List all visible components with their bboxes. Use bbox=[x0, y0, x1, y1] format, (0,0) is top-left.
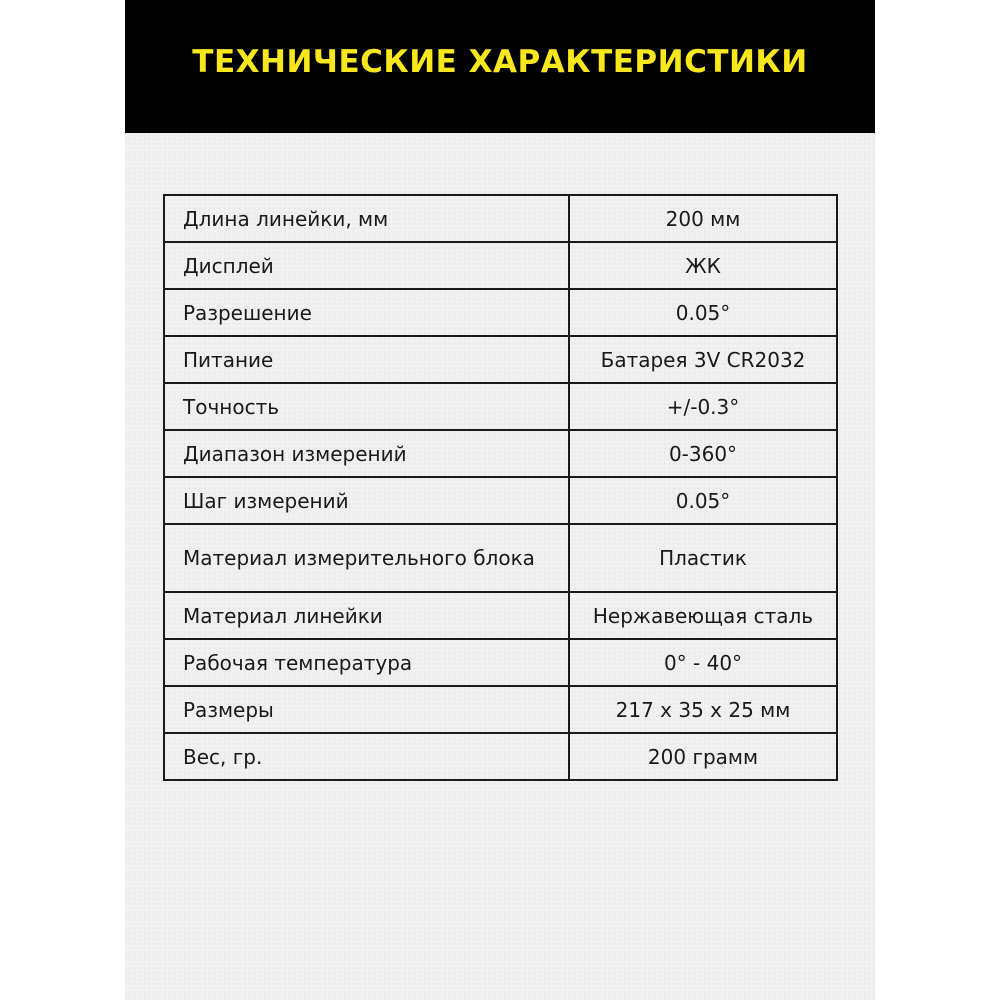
spec-sheet bbox=[125, 0, 875, 1000]
spec-value: 0-360° bbox=[569, 430, 837, 477]
spec-label: Точность bbox=[164, 383, 569, 430]
spec-value: +/-0.3° bbox=[569, 383, 837, 430]
spec-value: 200 грамм bbox=[569, 733, 837, 780]
table-row bbox=[164, 639, 837, 686]
spec-label: Рабочая температура bbox=[164, 639, 569, 686]
spec-label: Шаг измерений bbox=[164, 477, 569, 524]
table-row bbox=[164, 289, 837, 336]
spec-label: Питание bbox=[164, 336, 569, 383]
spec-value: 0.05° bbox=[569, 289, 837, 336]
table-row bbox=[164, 477, 837, 524]
table-row bbox=[164, 524, 837, 592]
table-row bbox=[164, 336, 837, 383]
spec-label: Вес, гр. bbox=[164, 733, 569, 780]
spec-value: 200 мм bbox=[569, 195, 837, 242]
spec-label: Материал линейки bbox=[164, 592, 569, 639]
table-row bbox=[164, 686, 837, 733]
specs-table bbox=[163, 194, 838, 781]
spec-label: Разрешение bbox=[164, 289, 569, 336]
table-row bbox=[164, 592, 837, 639]
spec-label: Размеры bbox=[164, 686, 569, 733]
table-row bbox=[164, 733, 837, 780]
table-row bbox=[164, 195, 837, 242]
spec-value: Нержавеющая сталь bbox=[569, 592, 837, 639]
header-band bbox=[125, 0, 875, 133]
page-title: ТЕХНИЧЕСКИЕ ХАРАКТЕРИСТИКИ bbox=[192, 44, 808, 80]
spec-value: 0.05° bbox=[569, 477, 837, 524]
spec-value: Пластик bbox=[569, 524, 837, 592]
spec-label: Дисплей bbox=[164, 242, 569, 289]
spec-label: Длина линейки, мм bbox=[164, 195, 569, 242]
spec-label: Материал измерительного блока bbox=[164, 524, 569, 592]
spec-label: Диапазон измерений bbox=[164, 430, 569, 477]
spec-value: Батарея 3V CR2032 bbox=[569, 336, 837, 383]
spec-value: 217 x 35 x 25 мм bbox=[569, 686, 837, 733]
table-row bbox=[164, 242, 837, 289]
spec-value: 0° - 40° bbox=[569, 639, 837, 686]
table-row bbox=[164, 383, 837, 430]
spec-value: ЖК bbox=[569, 242, 837, 289]
table-row bbox=[164, 430, 837, 477]
